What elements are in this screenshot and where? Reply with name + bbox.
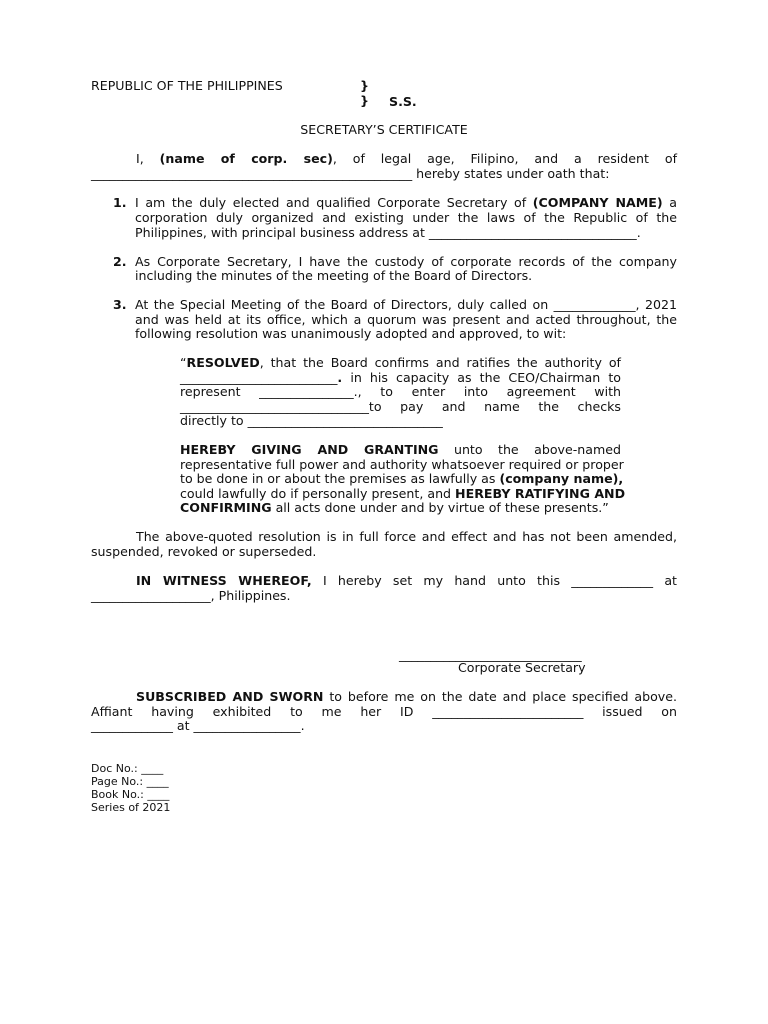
resolved-keyword: RESOLVED <box>186 355 260 370</box>
intro-rest: , of legal age, Filipino, and a resident of <box>332 151 677 166</box>
page-no: Page No.: ____ <box>91 775 169 788</box>
resolution-p2-text-4: could lawfully do if personally present, and <box>180 486 456 501</box>
item-3-line-3: following resolution was unanimously adopted and approved, to wit: <box>135 326 567 341</box>
resolution-p2-text-3: to be done in or about the premises as lawfully as <box>180 471 500 486</box>
resolution-dot: . <box>337 370 343 385</box>
document-title: SECRETARY’S CERTIFICATE <box>300 122 468 137</box>
witness-text: I hereby set my hand unto this _____________ at <box>311 573 677 588</box>
corp-sec-name-placeholder: (name of corp. sec) <box>159 151 333 166</box>
resolution-text-1: , that the Board confirms and ratifies the authority of <box>259 355 621 370</box>
resolution-line-3: represent _______________., to enter into agreement with <box>180 384 621 399</box>
item-1-line-2: corporation duly organized and existing under the laws of the Republic of the <box>135 210 677 225</box>
resolution-p2-text-1: unto the above-named <box>438 442 621 457</box>
brace-bottom: } <box>360 93 369 108</box>
item-2-number: 2. <box>113 254 127 269</box>
book-no: Book No.: ____ <box>91 788 170 801</box>
company-name-placeholder-2: (company name), <box>499 471 624 486</box>
resolution-p2-line-5 <box>180 501 609 516</box>
witness-line-2: ___________________, Philippines. <box>91 588 291 603</box>
item-1-line-1 <box>135 196 677 211</box>
resolution-line-1 <box>180 356 621 371</box>
resolution-p2-line-1 <box>180 443 621 458</box>
item-1-text-c: a <box>662 195 677 210</box>
resolution-p2-text-5: all acts done under and by virtue of these presents.” <box>271 500 609 515</box>
intro-line-2: ___________________________________________________ hereby states under oath that: <box>91 166 610 181</box>
giving-granting-keyword: HEREBY GIVING AND GRANTING <box>180 442 439 457</box>
sworn-line-1 <box>136 690 677 705</box>
open-quote: “ <box>180 355 187 370</box>
item-3-line-2: and was held at its office, which a quorum was present and acted throughout, the <box>135 312 677 327</box>
ratifying-keyword: HEREBY RATIFYING AND <box>455 486 626 501</box>
confirming-keyword: CONFIRMING <box>180 500 272 515</box>
sworn-keyword: SUBSCRIBED AND SWORN <box>136 689 324 704</box>
signature-label: Corporate Secretary <box>458 660 586 675</box>
sworn-text: to before me on the date and place specified above. <box>323 689 677 704</box>
republic-heading: REPUBLIC OF THE PHILIPPINES <box>91 78 283 93</box>
ss-label: S.S. <box>389 94 417 109</box>
sworn-line-3: _____________ at _________________. <box>91 718 305 733</box>
doc-no: Doc No.: ____ <box>91 762 164 775</box>
witness-keyword: IN WITNESS WHEREOF, <box>136 573 312 588</box>
series: Series of 2021 <box>91 801 171 814</box>
resolution-line-4: ______________________________to pay and name the checks <box>180 399 621 414</box>
item-2-line-2: including the minutes of the meeting of the Board of Directors. <box>135 268 533 283</box>
witness-line-1 <box>136 574 677 589</box>
item-3-number: 3. <box>113 297 127 312</box>
item-1-number: 1. <box>113 195 127 210</box>
quoted-line-1: The above-quoted resolution is in full force and effect and has not been amended, <box>136 529 677 544</box>
intro-i: I, <box>136 151 144 166</box>
resolution-text-2: in his capacity as the CEO/Chairman to <box>342 370 621 385</box>
item-2-line-1: As Corporate Secretary, I have the custody of corporate records of the company <box>135 254 677 269</box>
quoted-line-2: suspended, revoked or superseded. <box>91 544 317 559</box>
sworn-line-2: Affiant having exhibited to me her ID ________________________ issued on <box>91 704 677 719</box>
item-3-line-1: At the Special Meeting of the Board of Directors, duly called on _____________, 2021 <box>135 297 677 312</box>
item-1-line-3: Philippines, with principal business address at _________________________________. <box>135 225 641 240</box>
resolution-p2-line-2: representative full power and authority whatsoever required or proper <box>180 457 624 472</box>
signature-line: _____________________________ <box>399 647 582 662</box>
brace-top: } <box>360 78 369 93</box>
company-name-placeholder: (COMPANY NAME) <box>532 195 663 210</box>
resolution-line-5: directly to _______________________________ <box>180 413 443 428</box>
intro-line-1 <box>136 152 677 167</box>
resolution-p2-line-3 <box>180 471 624 487</box>
representative-blank: _________________________ <box>180 370 338 385</box>
item-1-text-a: I am the duly elected and qualified Corporate Secretary of <box>135 195 533 210</box>
